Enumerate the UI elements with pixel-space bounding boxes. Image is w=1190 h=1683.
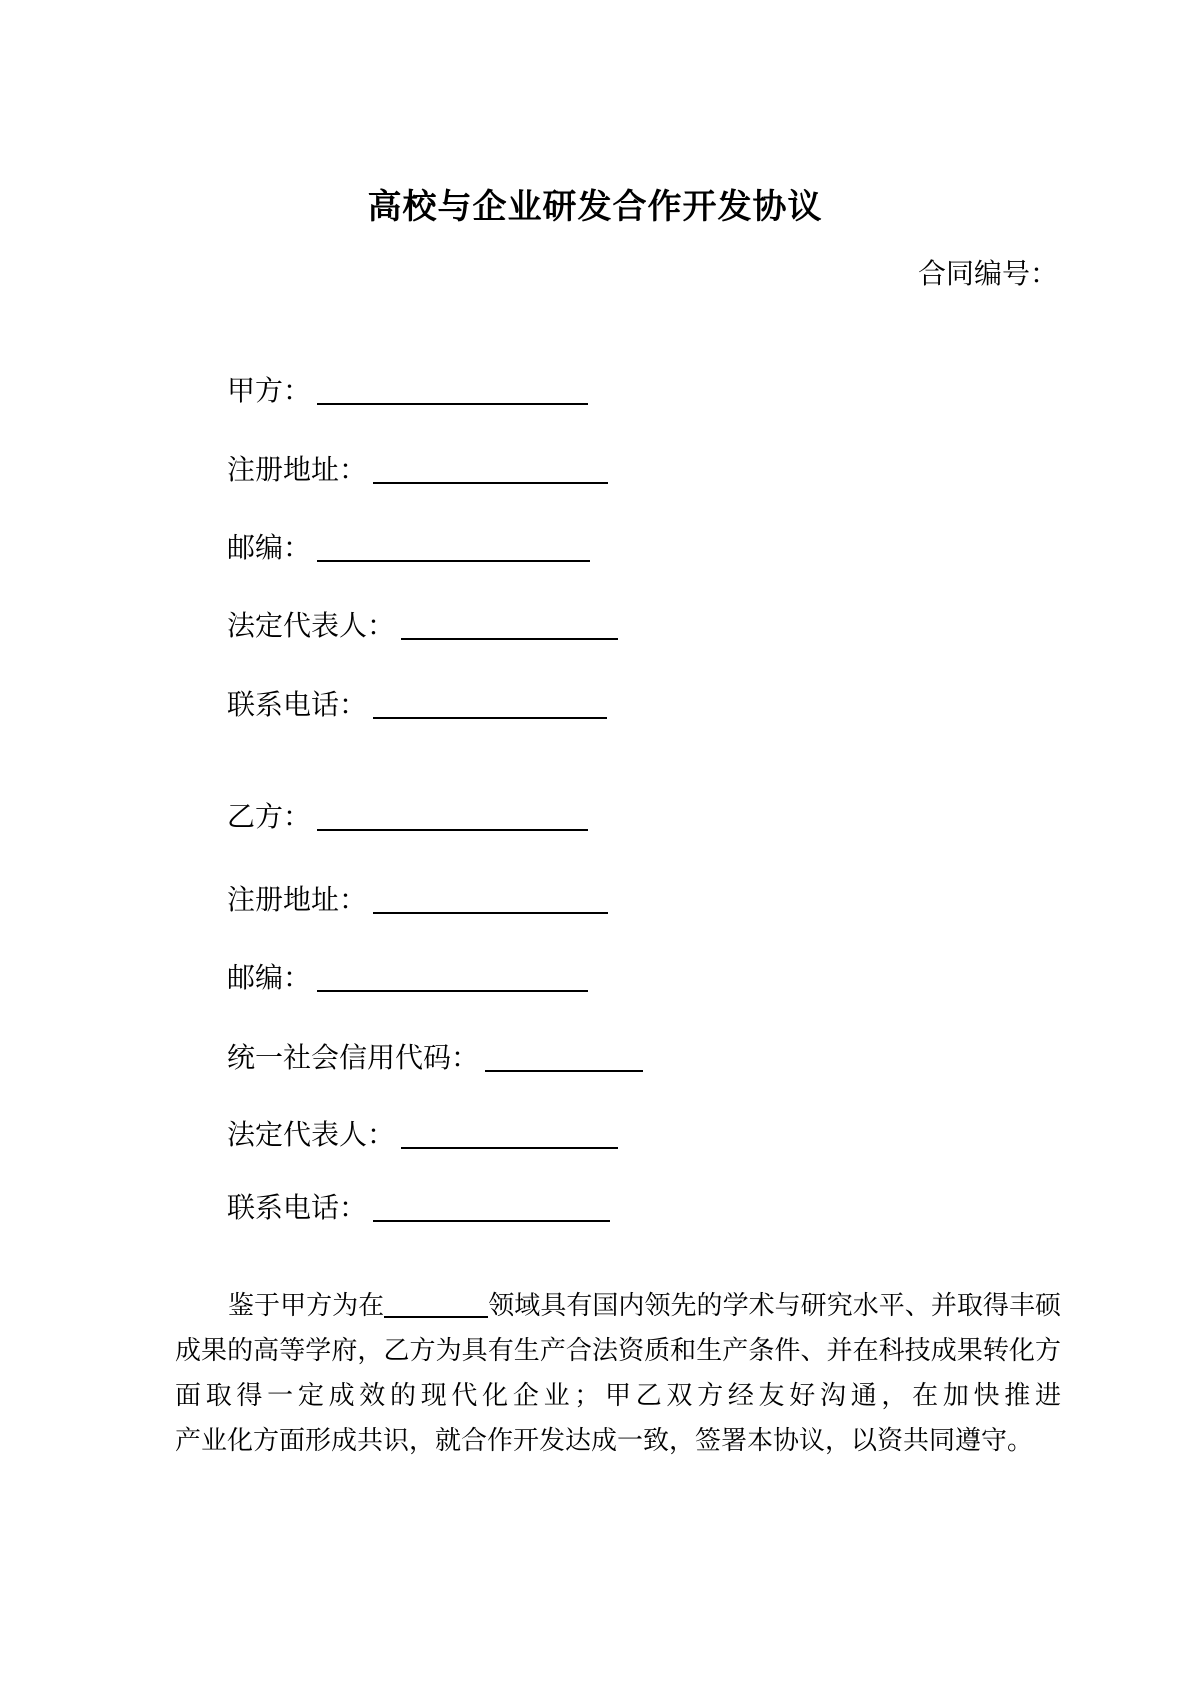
field-row-party-a-legal-representative <box>227 611 618 640</box>
blank-line[interactable] <box>373 883 608 914</box>
paragraph-line: 成果的高等学府，乙方为具有生产合法资质和生产条件、并在科技成果转化方 <box>175 1336 1061 1365</box>
field-row-party-b-address <box>227 885 608 914</box>
field-row-party-a-name <box>227 376 588 405</box>
field-label: 邮编： <box>227 962 312 993</box>
field-label: 乙方： <box>227 801 312 832</box>
text-segment: 鉴于甲方为在 <box>228 1291 385 1320</box>
blank-line[interactable] <box>384 1290 488 1318</box>
field-label: 联系电话： <box>227 1192 368 1223</box>
blank-line[interactable] <box>373 688 607 719</box>
field-label: 统一社会信用代码： <box>227 1042 480 1073</box>
field-label: 注册地址： <box>227 454 368 485</box>
field-row-party-b-name <box>227 802 588 831</box>
field-label: 法定代表人： <box>227 1119 396 1150</box>
field-label: 注册地址： <box>227 884 368 915</box>
field-row-party-b-phone <box>227 1193 610 1222</box>
blank-line[interactable] <box>401 1118 618 1149</box>
blank-line[interactable] <box>317 961 588 992</box>
paragraph-line <box>175 1373 1061 1418</box>
blank-line[interactable] <box>317 374 588 405</box>
text-segment: 领域具有国内领先的学术与研究水平、并取得丰硕 <box>488 1291 1061 1320</box>
field-row-party-b-postcode <box>227 963 588 992</box>
paragraph-line <box>175 1283 1061 1328</box>
blank-line[interactable] <box>317 531 590 562</box>
blank-line[interactable] <box>373 1191 610 1222</box>
field-row-party-b-credit-code <box>227 1043 643 1072</box>
field-row-party-b-legal-representative <box>227 1120 618 1149</box>
field-row-party-a-phone <box>227 690 607 719</box>
field-label: 甲方： <box>227 375 312 406</box>
document-title: 高校与企业研发合作开发协议 <box>367 188 823 226</box>
intro-paragraph <box>175 1283 1061 1463</box>
blank-line[interactable] <box>373 453 608 484</box>
text-segment: 面取得一定成效的现代化企业；甲乙双方经友好沟通，在加快推进 <box>175 1381 1061 1410</box>
blank-line[interactable] <box>401 609 618 640</box>
contract-number-label: 合同编号： <box>917 258 1058 289</box>
field-row-party-a-address <box>227 455 608 484</box>
field-row-party-a-postcode <box>227 533 590 562</box>
paragraph-line: 产业化方面形成共识，就合作开发达成一致，签署本协议，以资共同遵守。 <box>175 1426 1034 1455</box>
field-label: 邮编： <box>227 532 312 563</box>
field-label: 法定代表人： <box>227 610 396 641</box>
field-label: 联系电话： <box>227 689 368 720</box>
blank-line[interactable] <box>485 1041 643 1072</box>
blank-line[interactable] <box>317 800 588 831</box>
